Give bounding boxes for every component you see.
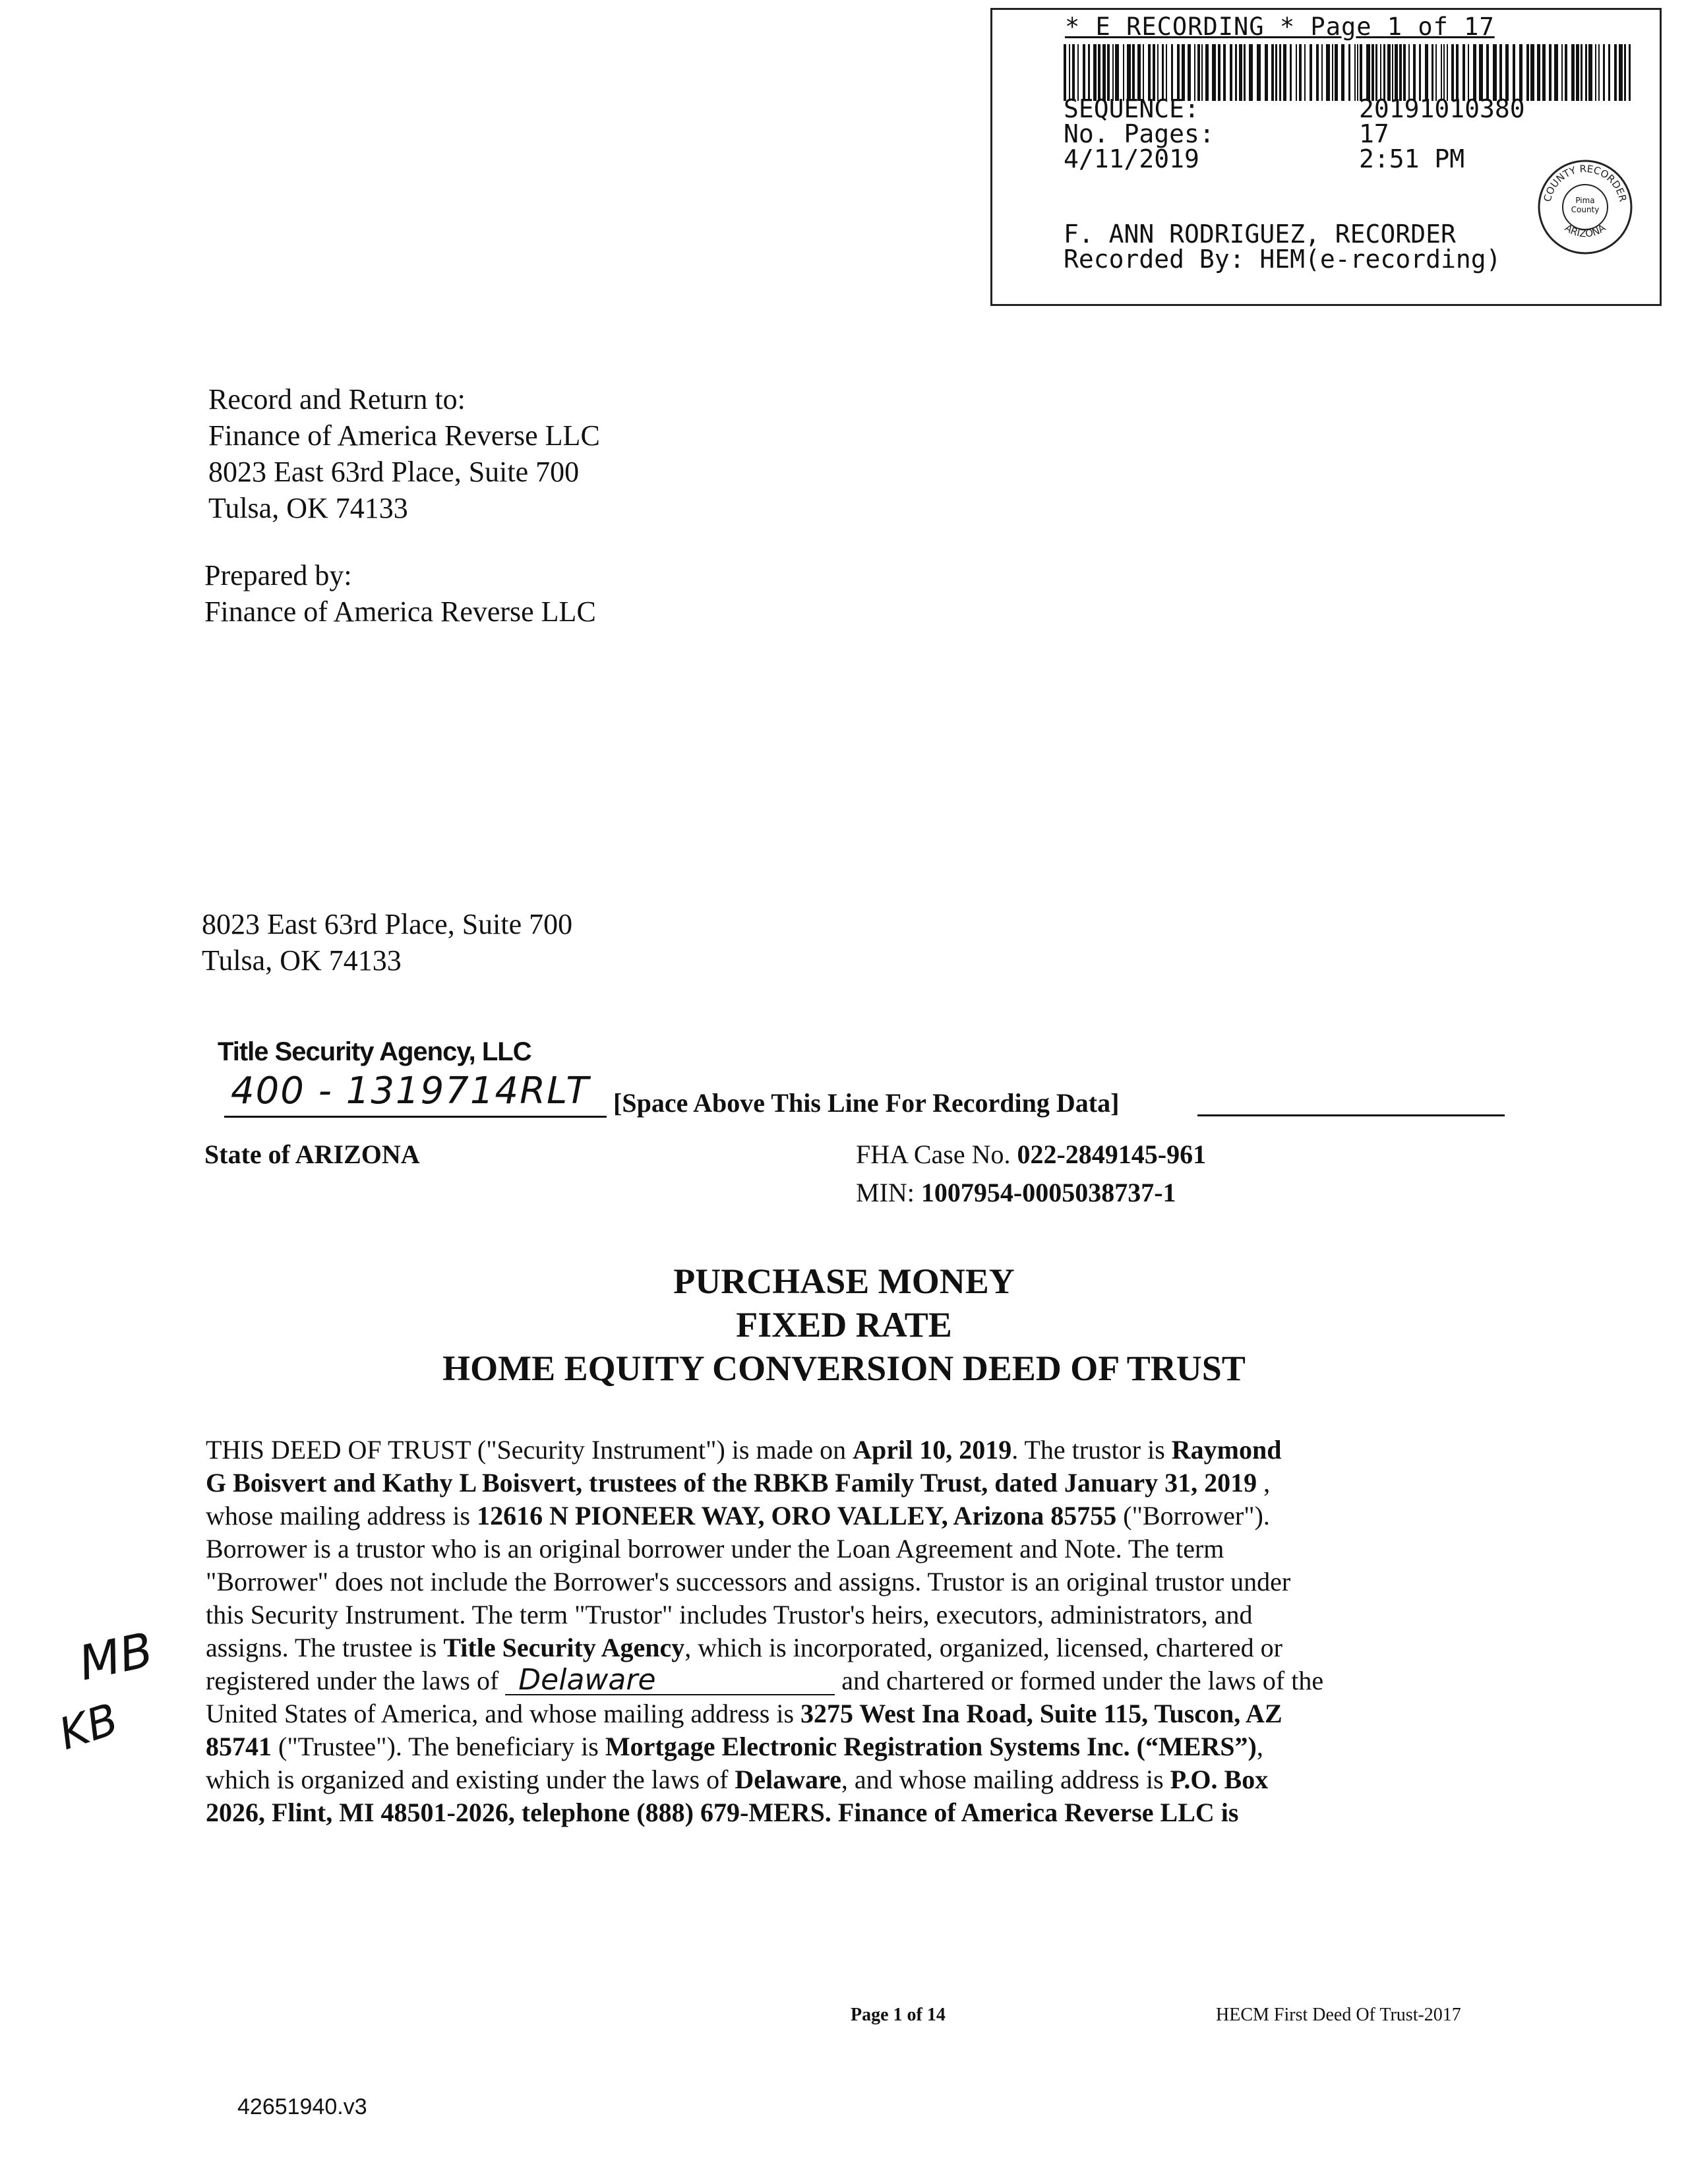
min-value: 1007954-0005038737-1 [920, 1178, 1176, 1207]
seal-text-center: Pima County [1571, 196, 1600, 214]
barcode-bar [1603, 44, 1605, 101]
fha-value: 022-2849145-961 [1017, 1139, 1207, 1169]
barcode-bar [1123, 44, 1124, 101]
barcode-bar [1132, 44, 1135, 101]
initials-kb: KB [53, 1693, 125, 1760]
body-text: registered under the laws of [206, 1666, 506, 1695]
body-text: THIS DEED OF TRUST ("Security Instrument") is made on [206, 1435, 853, 1465]
barcode-bar [1561, 44, 1563, 101]
barcode-bar [1380, 44, 1381, 101]
recording-stamp [990, 8, 1662, 306]
return-to-line1: Finance of America Reverse LLC [208, 419, 600, 452]
barcode-bar [1565, 44, 1567, 101]
barcode-bar [1598, 44, 1600, 101]
heading-line3: HOME EQUITY CONVERSION DEED OF TRUST [442, 1349, 1246, 1388]
state-value: ARIZONA [295, 1139, 420, 1169]
barcode-bar [1395, 44, 1398, 101]
barcode-bar [1624, 44, 1626, 101]
barcode-bar [1387, 44, 1391, 101]
barcode-bar [1473, 44, 1476, 101]
barcode-bar [1239, 44, 1242, 101]
barcode-bar [1366, 44, 1370, 101]
barcode-bar [1447, 44, 1448, 101]
body-text: whose mailing address is [206, 1501, 477, 1531]
barcode-bar [1375, 44, 1377, 101]
barcode-bar [1197, 44, 1200, 101]
body-line-bold: 2026, Flint, MI 48501-2026, telephone (888) 679-MERS. Finance of America Reverse LLC is [206, 1798, 1239, 1827]
body-text: . The trustor is [1011, 1435, 1172, 1465]
barcode-bar [1435, 44, 1437, 101]
barcode-bar [1153, 44, 1155, 101]
barcode-bar [1166, 44, 1167, 101]
barcode-bar [1072, 44, 1075, 101]
barcode-bar [1064, 44, 1066, 101]
body-text: ("Trustee"). The beneficiary is [272, 1732, 605, 1761]
prepared-by-heading: Prepared by: [204, 559, 352, 592]
barcode-bar [1549, 44, 1552, 101]
barcode-bar [1360, 44, 1362, 101]
return-to-line3: Tulsa, OK 74133 [208, 492, 408, 524]
barcode-bar [1182, 44, 1185, 101]
barcode-bar [1493, 44, 1497, 101]
handwritten-laws-state: Delaware [518, 1663, 656, 1697]
barcode-bar [1451, 44, 1454, 101]
stamp-sequence-value: 20191010380 [1359, 94, 1525, 123]
barcode-bar [1348, 44, 1350, 101]
barcode-bar [1419, 44, 1421, 101]
barcode-bar [1201, 44, 1203, 101]
laws-state-blank [505, 1663, 835, 1697]
barcode-bar [1326, 44, 1330, 101]
barcode-bar [1585, 44, 1587, 101]
recording-data-line [1197, 1114, 1505, 1116]
barcode-bar [1519, 44, 1522, 101]
stamp-recorded-by: Recorded By: HEM(e-recording) [1064, 245, 1501, 274]
trustee-name: Title Security Agency [443, 1633, 685, 1662]
stamp-pages-label: No. Pages: [1064, 119, 1215, 148]
document-heading [198, 1259, 1490, 1390]
address-line2: Tulsa, OK 74133 [202, 944, 402, 977]
barcode-bar [1441, 44, 1442, 101]
barcode-bar [1505, 44, 1509, 101]
barcode-bar [1413, 44, 1416, 101]
barcode-bar [1249, 44, 1253, 101]
barcode-bar [1537, 44, 1540, 101]
space-above-label: [Space Above This Line For Recording Data] [613, 1088, 1120, 1118]
barcode-bar [1275, 44, 1277, 101]
barcode-bar [1265, 44, 1268, 101]
barcode-bar [1542, 44, 1546, 101]
return-to-line2: 8023 East 63rd Place, Suite 700 [208, 456, 580, 488]
address-line1: 8023 East 63rd Place, Suite 700 [202, 908, 573, 940]
title-agency-label: Title Security Agency, LLC [218, 1037, 531, 1066]
barcode-bar [1283, 44, 1286, 101]
barcode-bar [1479, 44, 1483, 101]
barcode-icon [1064, 44, 1631, 101]
seal-text-top: COUNTY RECORDER [1541, 162, 1629, 203]
barcode-bar [1354, 44, 1356, 101]
barcode-bar [1372, 44, 1374, 101]
body-text: , [1256, 1732, 1263, 1761]
barcode-bar [1486, 44, 1489, 101]
seal-text-bottom: ARIZONA [1562, 222, 1608, 240]
body-text: , [1257, 1468, 1271, 1498]
barcode-bar [1462, 44, 1465, 101]
barcode-bar [1304, 44, 1306, 101]
barcode-bar [1218, 44, 1221, 101]
barcode-bar [1230, 44, 1232, 101]
body-text: , which is incorporated, organized, licensed, chartered or [684, 1633, 1282, 1662]
barcode-bar [1619, 44, 1623, 101]
body-text: , and whose mailing address is [841, 1765, 1170, 1794]
barcode-bar [1093, 44, 1097, 101]
barcode-bar [1595, 44, 1596, 101]
barcode-bar [1513, 44, 1515, 101]
barcode-bar [1332, 44, 1333, 101]
document-id: 42651940.v3 [237, 2094, 367, 2119]
barcode-bar [1194, 44, 1195, 101]
stamp-title-line: * E RECORDING * Page 1 of 17 [1065, 13, 1495, 41]
barcode-bar [1137, 44, 1141, 101]
barcode-bar [1205, 44, 1209, 101]
barcode-bar [1425, 44, 1428, 101]
deed-body-paragraph [206, 1434, 1433, 1829]
deed-date: April 10, 2019 [853, 1435, 1012, 1465]
page-number: Page 1 of 14 [851, 2005, 946, 2025]
barcode-bar [1357, 44, 1358, 101]
barcode-bar [1098, 44, 1100, 101]
barcode-bar [1383, 44, 1385, 101]
barcode-bar [1077, 44, 1079, 101]
barcode-bar [1576, 44, 1579, 101]
trustee-address: 3275 West Ina Road, Suite 115, Tuscon, AZ [800, 1699, 1282, 1728]
fha-label: FHA Case No. [856, 1139, 1017, 1169]
county-seal-icon [1536, 158, 1635, 257]
barcode-bar [1321, 44, 1323, 101]
barcode-bar [1171, 44, 1173, 101]
barcode-bar [1271, 44, 1274, 101]
barcode-bar [1554, 44, 1558, 101]
barcode-bar [1188, 44, 1191, 101]
barcode-bar [1102, 44, 1106, 101]
return-to-heading: Record and Return to: [208, 383, 466, 415]
barcode-bar [1127, 44, 1131, 101]
body-text: which is organized and existing under the laws of [206, 1765, 735, 1794]
form-name: HECM First Deed Of Trust-2017 [1216, 2005, 1461, 2025]
body-text: assigns. The trustee is [206, 1633, 444, 1662]
barcode-bar [1112, 44, 1114, 101]
po-box: P.O. Box [1170, 1765, 1269, 1794]
min-label: MIN: [856, 1178, 921, 1207]
barcode-bar [1403, 44, 1406, 101]
barcode-bar [1212, 44, 1216, 101]
barcode-bar [1392, 44, 1393, 101]
address-block [202, 906, 572, 979]
barcode-bar [1296, 44, 1297, 101]
body-text: and chartered or formed under the laws of the [835, 1666, 1324, 1695]
barcode-bar [1335, 44, 1338, 101]
barcode-bar [1581, 44, 1582, 101]
prepared-by-line1: Finance of America Reverse LLC [204, 595, 596, 628]
barcode-bar [1571, 44, 1575, 101]
initials-mb: MB [74, 1622, 158, 1691]
barcode-bar [1157, 44, 1159, 101]
barcode-bar [1399, 44, 1402, 101]
barcode-bar [1143, 44, 1144, 101]
barcode-bar [1443, 44, 1445, 101]
fha-line [856, 1136, 1206, 1172]
barcode-bar [1499, 44, 1502, 101]
handwritten-order-number: 400 - 1319714RLT [231, 1070, 590, 1112]
stamp-pages-value: 17 [1359, 119, 1389, 148]
trustor-name: Raymond [1171, 1435, 1282, 1465]
min-line [856, 1174, 1176, 1211]
beneficiary-state: Delaware [735, 1765, 841, 1794]
barcode-bar [1115, 44, 1119, 101]
heading-line1: PURCHASE MONEY [673, 1261, 1015, 1301]
barcode-bar [1069, 44, 1070, 101]
barcode-bar [1107, 44, 1110, 101]
barcode-bar [1310, 44, 1312, 101]
beneficiary-name: Mortgage Electronic Registration Systems Inc. (“MERS”) [605, 1732, 1257, 1761]
order-number-line [224, 1070, 607, 1118]
barcode-bar [1468, 44, 1469, 101]
barcode-bar [1608, 44, 1610, 101]
barcode-bar [1299, 44, 1302, 101]
body-line: this Security Instrument. The term "Trustor" includes Trustor's heirs, executors, administrators, and [206, 1600, 1253, 1629]
stamp-time: 2:51 PM [1359, 144, 1465, 173]
barcode-bar [1341, 44, 1344, 101]
barcode-bar [1290, 44, 1292, 101]
trustor-name-continued: G Boisvert and Kathy L Boisvert, trustees of the RBKB Family Trust, dated January 31, 2019 [206, 1468, 1257, 1498]
barcode-bar [1629, 44, 1631, 101]
barcode-bar [1588, 44, 1592, 101]
barcode-bar [1456, 44, 1459, 101]
barcode-bar [1083, 44, 1085, 101]
barcode-bar [1530, 44, 1534, 101]
state-line [204, 1136, 420, 1172]
prepared-by-block [204, 557, 596, 630]
barcode-bar [1244, 44, 1246, 101]
barcode-bar [1408, 44, 1410, 101]
barcode-bar [1148, 44, 1151, 101]
barcode-bar [1432, 44, 1433, 101]
body-text: United States of America, and whose mailing address is [206, 1699, 801, 1728]
body-line: "Borrower" does not include the Borrower's successors and assigns. Trustor is an original trustor under [206, 1567, 1291, 1596]
barcode-bar [1614, 44, 1617, 101]
stamp-sequence-label: SEQUENCE: [1064, 94, 1199, 123]
barcode-bar [1177, 44, 1180, 101]
barcode-bar [1162, 44, 1164, 101]
barcode-bar [1257, 44, 1261, 101]
barcode-bar [1088, 44, 1090, 101]
heading-line2: FIXED RATE [736, 1305, 952, 1345]
barcode-bar [1235, 44, 1237, 101]
return-to-block [208, 381, 600, 526]
body-line: Borrower is a trustor who is an original borrower under the Loan Agreement and Note. The term [206, 1534, 1224, 1563]
stamp-date: 4/11/2019 [1064, 144, 1199, 173]
borrower-address: 12616 N PIONEER WAY, ORO VALLEY, Arizona 85755 [477, 1501, 1117, 1531]
barcode-bar [1223, 44, 1226, 101]
barcode-bar [1316, 44, 1319, 101]
state-label: State of [204, 1139, 295, 1169]
body-text: ("Borrower"). [1116, 1501, 1270, 1531]
stamp-recorder: F. ANN RODRIGUEZ, RECORDER [1064, 220, 1456, 249]
trustee-zip: 85741 [206, 1732, 272, 1761]
barcode-bar [1526, 44, 1529, 101]
barcode-bar [1279, 44, 1281, 101]
